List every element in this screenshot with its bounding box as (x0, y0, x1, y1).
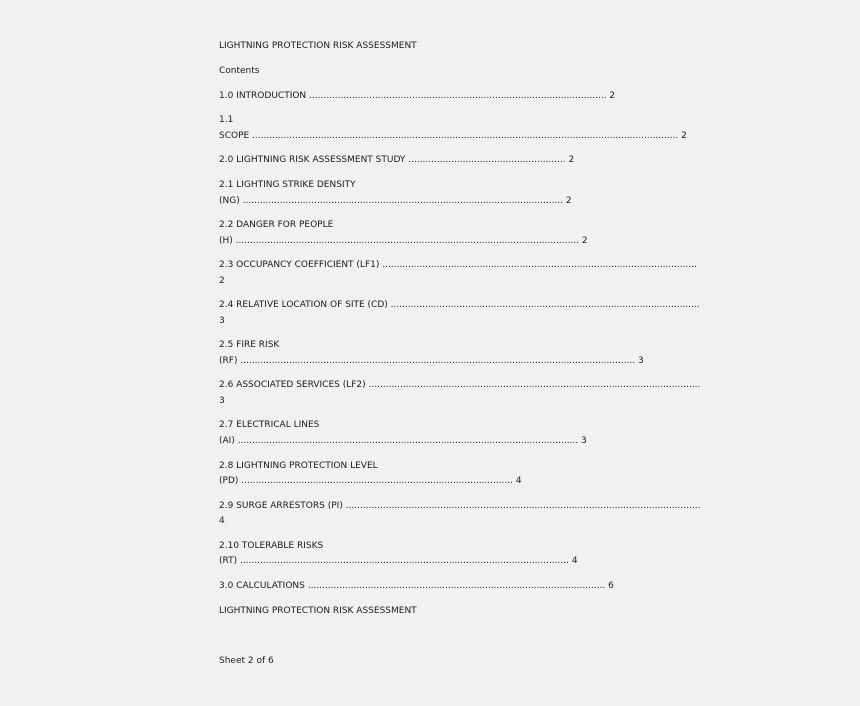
toc-entry-2-4-page: 3 (219, 316, 225, 326)
toc-entry-2-7-page[interactable]: (AI) ....................................................................................................................... 3 (219, 436, 587, 446)
toc-entry-2-2-page[interactable]: (H) ........................................................................................................................ 2 (219, 236, 588, 246)
toc-entry-2-1-page[interactable]: (NG) ................................................................................................................ 2 (219, 196, 572, 206)
toc-entry-calculations[interactable]: 3.0 CALCULATIONS ........................................................................................................ 6 (219, 581, 614, 591)
document-title: LIGHTNING PROTECTION RISK ASSESSMENT (219, 41, 417, 51)
toc-entry-2-4-title[interactable]: 2.4 RELATIVE LOCATION OF SITE (CD) ............................................................................................................ (219, 300, 700, 310)
toc-entry-scope[interactable]: SCOPE ..................................................................................................................................................... 2 (219, 131, 687, 141)
toc-entry-1-1-number: 1.1 (219, 115, 234, 125)
toc-entry-2-9-title[interactable]: 2.9 SURGE ARRESTORS (PI) ............................................................................................................................ (219, 501, 701, 511)
toc-entry-2-6-page: 3 (219, 396, 225, 406)
toc-entry-2-8-title: 2.8 LIGHTNING PROTECTION LEVEL (219, 461, 378, 471)
toc-entry-lightning-risk-study[interactable]: 2.0 LIGHTNING RISK ASSESSMENT STUDY ....................................................... 2 (219, 155, 575, 165)
toc-entry-2-9-page: 4 (219, 516, 225, 526)
toc-entry-2-3-page: 2 (219, 276, 225, 286)
toc-entry-2-10-page[interactable]: (RT) ................................................................................................................... 4 (219, 556, 578, 566)
toc-entry-2-3-title[interactable]: 2.3 OCCUPANCY COEFFICIENT (LF1) .............................................................................................................. (219, 260, 697, 270)
toc-entry-2-5-page[interactable]: (RF) .......................................................................................................................................... 3 (219, 356, 644, 366)
footer-title: LIGHTNING PROTECTION RISK ASSESSMENT (219, 606, 417, 616)
toc-entry-2-10-title: 2.10 TOLERABLE RISKS (219, 541, 324, 551)
sheet-number: Sheet 2 of 6 (219, 656, 274, 666)
toc-entry-2-8-page[interactable]: (PD) ............................................................................................... 4 (219, 476, 522, 486)
contents-heading: Contents (219, 66, 260, 76)
toc-entry-introduction[interactable]: 1.0 INTRODUCTION ........................................................................................................ 2 (219, 91, 616, 101)
toc-entry-2-7-title: 2.7 ELECTRICAL LINES (219, 420, 320, 430)
toc-entry-2-5-title: 2.5 FIRE RISK (219, 340, 280, 350)
toc-entry-2-6-title[interactable]: 2.6 ASSOCIATED SERVICES (LF2) .................................................................................................................... (219, 380, 701, 390)
toc-entry-2-2-title: 2.2 DANGER FOR PEOPLE (219, 220, 334, 230)
toc-entry-2-1-title: 2.1 LIGHTING STRIKE DENSITY (219, 180, 356, 190)
